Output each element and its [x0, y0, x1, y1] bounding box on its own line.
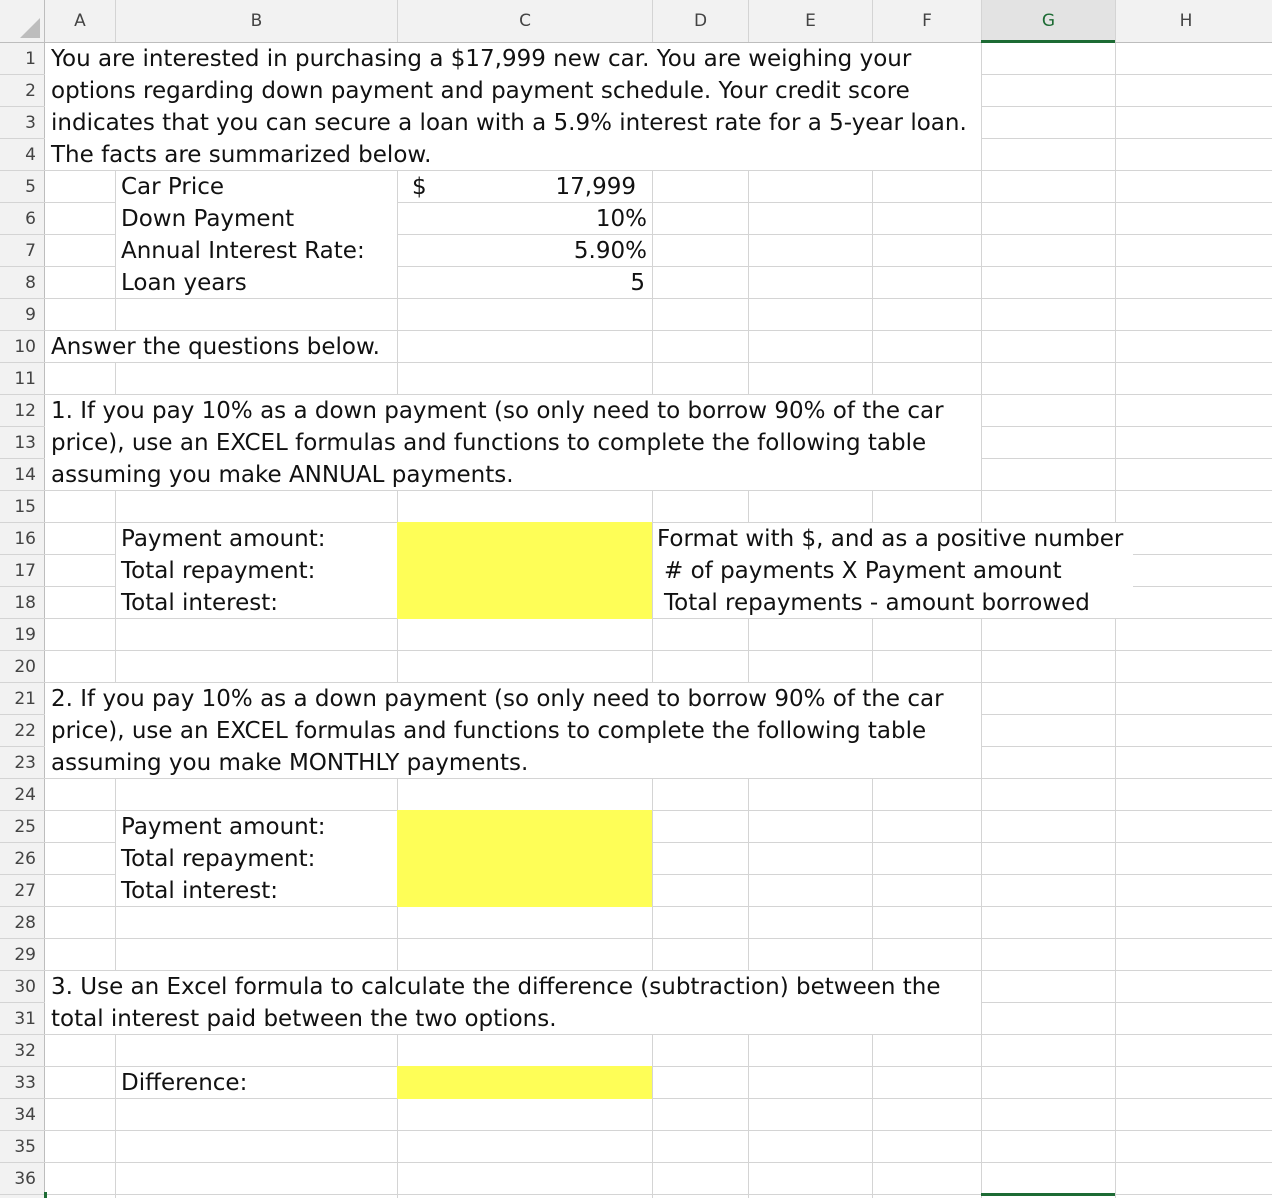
loan-years-value[interactable]: 5: [630, 270, 645, 296]
answer-prompt[interactable]: Answer the questions below.: [51, 334, 380, 360]
row-header[interactable]: 7: [25, 241, 36, 261]
row-header[interactable]: 14: [14, 465, 36, 485]
column-header-h[interactable]: H: [1179, 11, 1193, 31]
selection-edge-marker: [44, 1192, 47, 1198]
intro-line-4[interactable]: The facts are summarized below.: [51, 142, 432, 168]
q1-note-repayment[interactable]: # of payments X Payment amount: [664, 558, 1062, 584]
select-all-corner[interactable]: [0, 0, 44, 42]
car-price-label[interactable]: Car Price: [121, 174, 225, 200]
row-header[interactable]: 8: [25, 273, 36, 293]
row-header[interactable]: 36: [14, 1169, 36, 1189]
q2-payment-label[interactable]: Payment amount:: [121, 814, 326, 840]
row-header[interactable]: 1: [25, 49, 36, 69]
row-header[interactable]: 23: [14, 753, 36, 773]
column-header-c[interactable]: C: [519, 11, 531, 31]
down-payment-value[interactable]: 10%: [595, 206, 647, 232]
car-price-value[interactable]: 17,999: [555, 174, 636, 200]
row-header[interactable]: 22: [14, 721, 36, 741]
row-header[interactable]: 11: [14, 369, 36, 389]
q1-line-2[interactable]: price), use an EXCEL formulas and functions to complete the following table: [51, 430, 927, 456]
intro-line-2[interactable]: options regarding down payment and payment schedule. Your credit score: [51, 78, 910, 104]
select-all-triangle-icon: [20, 18, 40, 38]
row-header[interactable]: 6: [25, 209, 36, 229]
intro-line-3[interactable]: indicates that you can secure a loan with a 5.9% interest rate for a 5-year loan.: [51, 110, 967, 136]
row-header[interactable]: 10: [14, 337, 36, 357]
q1-interest-input-cell[interactable]: [397, 586, 652, 619]
row-header[interactable]: 27: [14, 881, 36, 901]
q1-payment-input-cell[interactable]: [397, 522, 652, 555]
q1-interest-label[interactable]: Total interest:: [121, 590, 279, 616]
q2-repayment-label[interactable]: Total repayment:: [121, 846, 316, 872]
q3-difference-label[interactable]: Difference:: [121, 1070, 248, 1096]
row-header[interactable]: 18: [14, 593, 36, 613]
q3-line-1[interactable]: 3. Use an Excel formula to calculate the difference (subtraction) between the: [51, 974, 941, 1000]
grid-hline: [0, 1162, 1272, 1163]
row-header[interactable]: 4: [25, 145, 36, 165]
column-header-g[interactable]: G: [1041, 11, 1056, 31]
column-header-d[interactable]: D: [693, 11, 708, 31]
row-header[interactable]: 29: [14, 945, 36, 965]
row-header[interactable]: 35: [14, 1137, 36, 1157]
row-header[interactable]: 16: [14, 529, 36, 549]
row-header[interactable]: 28: [14, 913, 36, 933]
column-g-selection-bottom: [981, 1193, 1115, 1196]
row-header[interactable]: 20: [14, 657, 36, 677]
q1-note-format[interactable]: Format with $, and as a positive number: [657, 526, 1124, 552]
column-header-e[interactable]: E: [805, 11, 816, 31]
loan-years-label[interactable]: Loan years: [121, 270, 247, 296]
row-header[interactable]: 24: [14, 785, 36, 805]
row-header[interactable]: 25: [14, 817, 36, 837]
row-header[interactable]: 26: [14, 849, 36, 869]
row-header[interactable]: 21: [14, 689, 36, 709]
row-header[interactable]: 32: [14, 1041, 36, 1061]
column-header-b[interactable]: B: [250, 11, 263, 31]
q2-payment-input-cell[interactable]: [397, 810, 652, 843]
q1-repayment-input-cell[interactable]: [397, 554, 652, 587]
row-header[interactable]: 13: [14, 433, 36, 453]
column-header-f[interactable]: F: [922, 11, 932, 31]
row-header[interactable]: 19: [14, 625, 36, 645]
q1-line-1[interactable]: 1. If you pay 10% as a down payment (so only need to borrow 90% of the car: [51, 398, 944, 424]
currency-symbol: $: [412, 174, 427, 200]
q2-interest-input-cell[interactable]: [397, 874, 652, 907]
q2-line-2[interactable]: price), use an EXCEL formulas and functions to complete the following table: [51, 718, 927, 744]
row-header[interactable]: 17: [14, 561, 36, 581]
q2-interest-label[interactable]: Total interest:: [121, 878, 279, 904]
column-header-a[interactable]: A: [74, 11, 86, 31]
interest-rate-label[interactable]: Annual Interest Rate:: [121, 238, 365, 264]
intro-line-1[interactable]: You are interested in purchasing a $17,999 new car. You are weighing your: [51, 46, 912, 72]
row-header[interactable]: 2: [25, 81, 36, 101]
q2-line-1[interactable]: 2. If you pay 10% as a down payment (so only need to borrow 90% of the car: [51, 686, 944, 712]
row-header[interactable]: 31: [14, 1009, 36, 1029]
down-payment-label[interactable]: Down Payment: [121, 206, 295, 232]
row-header[interactable]: 34: [14, 1105, 36, 1125]
q3-line-2[interactable]: total interest paid between the two options.: [51, 1006, 557, 1032]
q2-repayment-input-cell[interactable]: [397, 842, 652, 875]
q2-line-3[interactable]: assuming you make MONTHLY payments.: [51, 750, 529, 776]
q3-difference-input-cell[interactable]: [397, 1066, 652, 1099]
row-header[interactable]: 15: [14, 497, 36, 517]
q1-payment-label[interactable]: Payment amount:: [121, 526, 326, 552]
q1-repayment-label[interactable]: Total repayment:: [121, 558, 316, 584]
row-header[interactable]: 30: [14, 977, 36, 997]
grid-hline: [0, 650, 1272, 651]
row-header[interactable]: 3: [25, 113, 36, 133]
row-header[interactable]: 9: [25, 305, 36, 325]
q1-note-interest[interactable]: Total repayments - amount borrowed: [664, 590, 1090, 616]
grid-hline: [0, 1130, 1272, 1131]
row-header[interactable]: 5: [25, 177, 36, 197]
interest-rate-value[interactable]: 5.90%: [573, 238, 647, 264]
row-header[interactable]: 33: [14, 1073, 36, 1093]
grid-hline: [0, 938, 1272, 939]
row-header[interactable]: 12: [14, 401, 36, 421]
q1-line-3[interactable]: assuming you make ANNUAL payments.: [51, 462, 514, 488]
